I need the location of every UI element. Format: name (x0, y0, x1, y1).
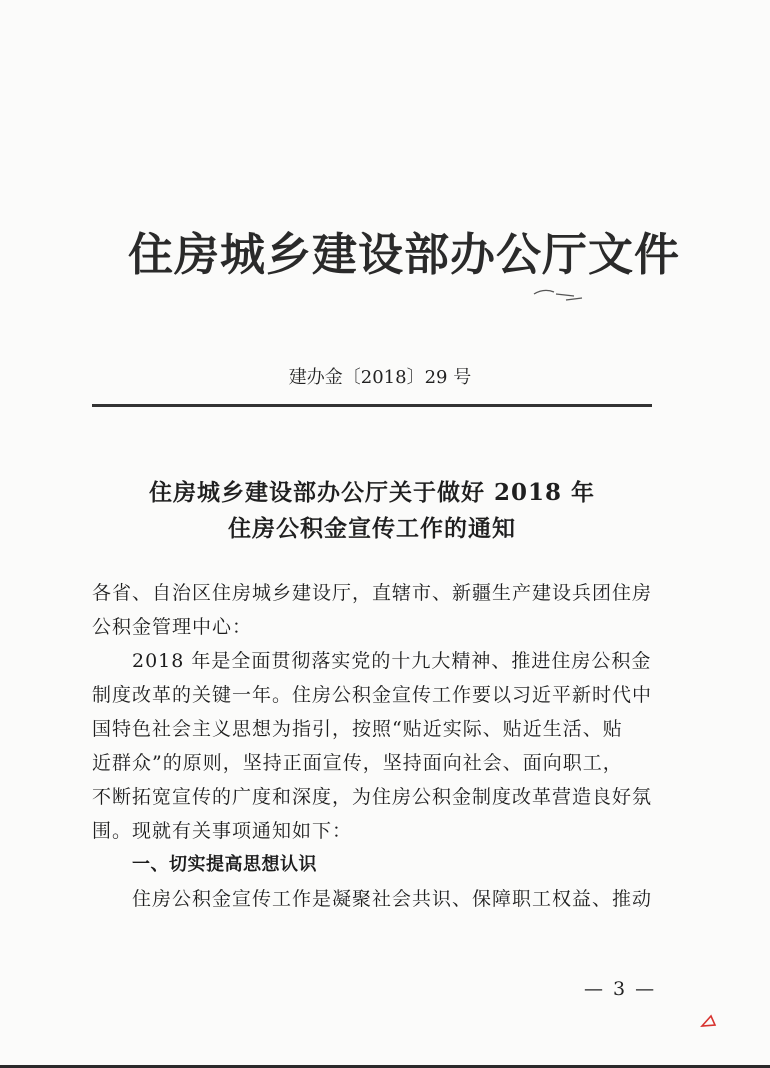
document-title-line-1: 住房城乡建设部办公厅关于做好 2018 年 (148, 479, 596, 506)
document-body (92, 576, 658, 916)
paragraph-line: 2018 年是全面贯彻落实党的十九大精神、推进住房公积金 (132, 650, 652, 672)
document-title-line-2: 住房公积金宣传工作的通知 (228, 515, 516, 542)
red-checkmark-icon (700, 1013, 722, 1029)
agency-header: 住房城乡建设部办公厅文件 (128, 228, 681, 281)
recipients-line: 公积金管理中心： (92, 616, 253, 638)
paragraph-line: 近群众”的原则，坚持正面宣传，坚持面向社会、面向职工， (92, 752, 623, 774)
paragraph-line: 住房公积金宣传工作是凝聚社会共识、保障职工权益、推动 (132, 888, 653, 910)
header-divider (92, 404, 652, 407)
paragraph-line: 围。现就有关事项通知如下： (92, 820, 353, 842)
paragraph-line: 制度改革的关键一年。住房公积金宣传工作要以习近平新时代中 (92, 684, 653, 706)
section-heading: 一、切实提高思想认识 (132, 854, 317, 875)
recipients-line: 各省、自治区住房城乡建设厅，直辖市、新疆生产建设兵团住房 (92, 582, 653, 604)
pen-mark-icon (530, 282, 590, 306)
paragraph-line: 不断拓宽宣传的广度和深度，为住房公积金制度改革营造良好氛 (92, 786, 653, 808)
paragraph-line: 国特色社会主义思想为指引，按照“贴近实际、贴近生活、贴 (92, 718, 623, 740)
document-number: 建办金〔2018〕29 号 (288, 367, 472, 388)
page-number: — 3 — (584, 978, 657, 1000)
